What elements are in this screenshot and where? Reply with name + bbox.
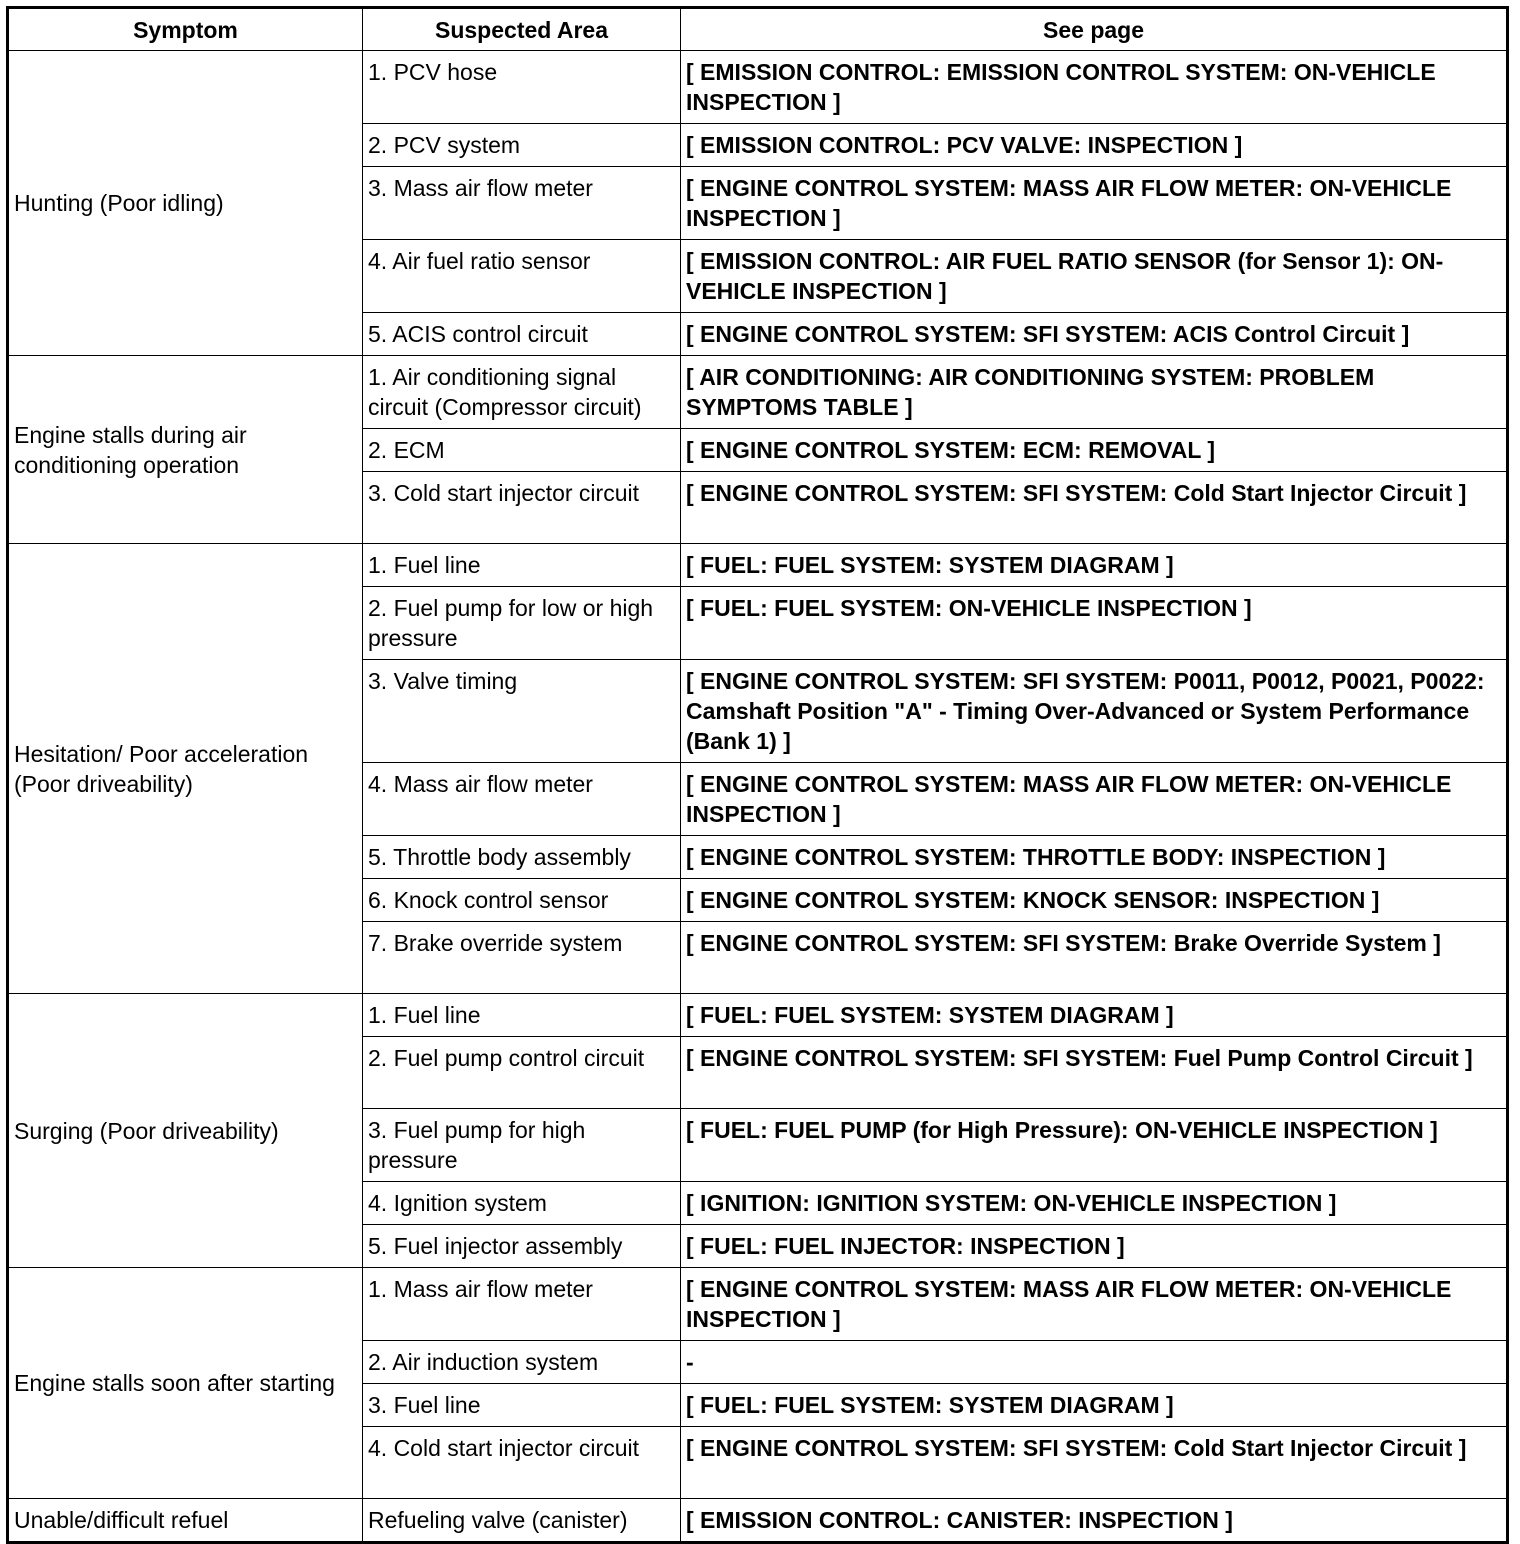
- see-page-cell: [ FUEL: FUEL PUMP (for High Pressure): ON-VEHICLE INSPECTION ]: [681, 1109, 1508, 1182]
- symptom-cell: Engine stalls during air conditioning operation: [8, 356, 363, 544]
- see-page-cell: [ FUEL: FUEL SYSTEM: SYSTEM DIAGRAM ]: [681, 1384, 1508, 1427]
- see-page-cell: [ IGNITION: IGNITION SYSTEM: ON-VEHICLE INSPECTION ]: [681, 1182, 1508, 1225]
- suspected-area-cell: 1. Mass air flow meter: [363, 1268, 681, 1341]
- suspected-area-cell: 4. Air fuel ratio sensor: [363, 240, 681, 313]
- suspected-area-cell: 5. Throttle body assembly: [363, 836, 681, 879]
- see-page-cell: [ FUEL: FUEL SYSTEM: SYSTEM DIAGRAM ]: [681, 994, 1508, 1037]
- suspected-area-cell: 6. Knock control sensor: [363, 879, 681, 922]
- table-row: [8, 356, 1508, 429]
- see-page-cell: [ ENGINE CONTROL SYSTEM: KNOCK SENSOR: INSPECTION ]: [681, 879, 1508, 922]
- suspected-area-cell: 2. PCV system: [363, 124, 681, 167]
- see-page-cell: [ EMISSION CONTROL: EMISSION CONTROL SYSTEM: ON-VEHICLE INSPECTION ]: [681, 51, 1508, 124]
- see-page-cell: [ FUEL: FUEL SYSTEM: ON-VEHICLE INSPECTION ]: [681, 587, 1508, 660]
- see-page-cell: [ ENGINE CONTROL SYSTEM: ECM: REMOVAL ]: [681, 429, 1508, 472]
- symptom-cell: Hunting (Poor idling): [8, 51, 363, 356]
- see-page-cell: [ ENGINE CONTROL SYSTEM: MASS AIR FLOW METER: ON-VEHICLE INSPECTION ]: [681, 763, 1508, 836]
- suspected-area-cell: 2. ECM: [363, 429, 681, 472]
- table-row: [8, 544, 1508, 587]
- see-page-cell: -: [681, 1341, 1508, 1384]
- see-page-cell: [ ENGINE CONTROL SYSTEM: SFI SYSTEM: P0011, P0012, P0021, P0022: Camshaft Position "A" - Timing Over-Advanced or System Performance (Bank 1) ]: [681, 660, 1508, 763]
- symptom-cell: Engine stalls soon after starting: [8, 1268, 363, 1499]
- table-row: [8, 1499, 1508, 1543]
- suspected-area-cell: 2. Fuel pump for low or high pressure: [363, 587, 681, 660]
- see-page-cell: [ ENGINE CONTROL SYSTEM: THROTTLE BODY: INSPECTION ]: [681, 836, 1508, 879]
- suspected-area-cell: 3. Mass air flow meter: [363, 167, 681, 240]
- problem-symptoms-table: [6, 6, 1509, 1544]
- see-page-cell: [ ENGINE CONTROL SYSTEM: SFI SYSTEM: Cold Start Injector Circuit ]: [681, 1427, 1508, 1499]
- suspected-area-cell: 1. PCV hose: [363, 51, 681, 124]
- table-row: [8, 1268, 1508, 1341]
- see-page-cell: [ FUEL: FUEL SYSTEM: SYSTEM DIAGRAM ]: [681, 544, 1508, 587]
- suspected-area-cell: 1. Fuel line: [363, 544, 681, 587]
- see-page-cell: [ ENGINE CONTROL SYSTEM: SFI SYSTEM: ACIS Control Circuit ]: [681, 313, 1508, 356]
- suspected-area-cell: 3. Fuel pump for high pressure: [363, 1109, 681, 1182]
- see-page-cell: [ ENGINE CONTROL SYSTEM: MASS AIR FLOW METER: ON-VEHICLE INSPECTION ]: [681, 167, 1508, 240]
- see-page-cell: [ AIR CONDITIONING: AIR CONDITIONING SYSTEM: PROBLEM SYMPTOMS TABLE ]: [681, 356, 1508, 429]
- see-page-cell: [ EMISSION CONTROL: CANISTER: INSPECTION ]: [681, 1499, 1508, 1543]
- suspected-area-cell: 1. Fuel line: [363, 994, 681, 1037]
- suspected-area-cell: 5. ACIS control circuit: [363, 313, 681, 356]
- see-page-cell: [ ENGINE CONTROL SYSTEM: MASS AIR FLOW METER: ON-VEHICLE INSPECTION ]: [681, 1268, 1508, 1341]
- suspected-area-cell: 3. Fuel line: [363, 1384, 681, 1427]
- suspected-area-cell: 4. Ignition system: [363, 1182, 681, 1225]
- suspected-area-cell: 3. Cold start injector circuit: [363, 472, 681, 544]
- see-page-cell: [ EMISSION CONTROL: PCV VALVE: INSPECTION ]: [681, 124, 1508, 167]
- suspected-area-cell: 3. Valve timing: [363, 660, 681, 763]
- symptom-cell: Surging (Poor driveability): [8, 994, 363, 1268]
- see-page-cell: [ ENGINE CONTROL SYSTEM: SFI SYSTEM: Brake Override System ]: [681, 922, 1508, 994]
- header-row: [8, 8, 1508, 51]
- suspected-area-cell: 2. Fuel pump control circuit: [363, 1037, 681, 1109]
- header-see-page: See page: [681, 8, 1508, 51]
- header-suspected-area: Suspected Area: [363, 8, 681, 51]
- symptom-cell: Hesitation/ Poor acceleration (Poor driveability): [8, 544, 363, 994]
- see-page-cell: [ EMISSION CONTROL: AIR FUEL RATIO SENSOR (for Sensor 1): ON-VEHICLE INSPECTION ]: [681, 240, 1508, 313]
- see-page-cell: [ ENGINE CONTROL SYSTEM: SFI SYSTEM: Cold Start Injector Circuit ]: [681, 472, 1508, 544]
- suspected-area-cell: 4. Cold start injector circuit: [363, 1427, 681, 1499]
- table-wrapper: [6, 6, 1509, 1544]
- suspected-area-cell: 1. Air conditioning signal circuit (Compressor circuit): [363, 356, 681, 429]
- suspected-area-cell: Refueling valve (canister): [363, 1499, 681, 1543]
- header-symptom: Symptom: [8, 8, 363, 51]
- symptom-cell: Unable/difficult refuel: [8, 1499, 363, 1543]
- table-row: [8, 994, 1508, 1037]
- suspected-area-cell: 5. Fuel injector assembly: [363, 1225, 681, 1268]
- see-page-cell: [ ENGINE CONTROL SYSTEM: SFI SYSTEM: Fuel Pump Control Circuit ]: [681, 1037, 1508, 1109]
- table-row: [8, 51, 1508, 124]
- see-page-cell: [ FUEL: FUEL INJECTOR: INSPECTION ]: [681, 1225, 1508, 1268]
- suspected-area-cell: 7. Brake override system: [363, 922, 681, 994]
- suspected-area-cell: 4. Mass air flow meter: [363, 763, 681, 836]
- suspected-area-cell: 2. Air induction system: [363, 1341, 681, 1384]
